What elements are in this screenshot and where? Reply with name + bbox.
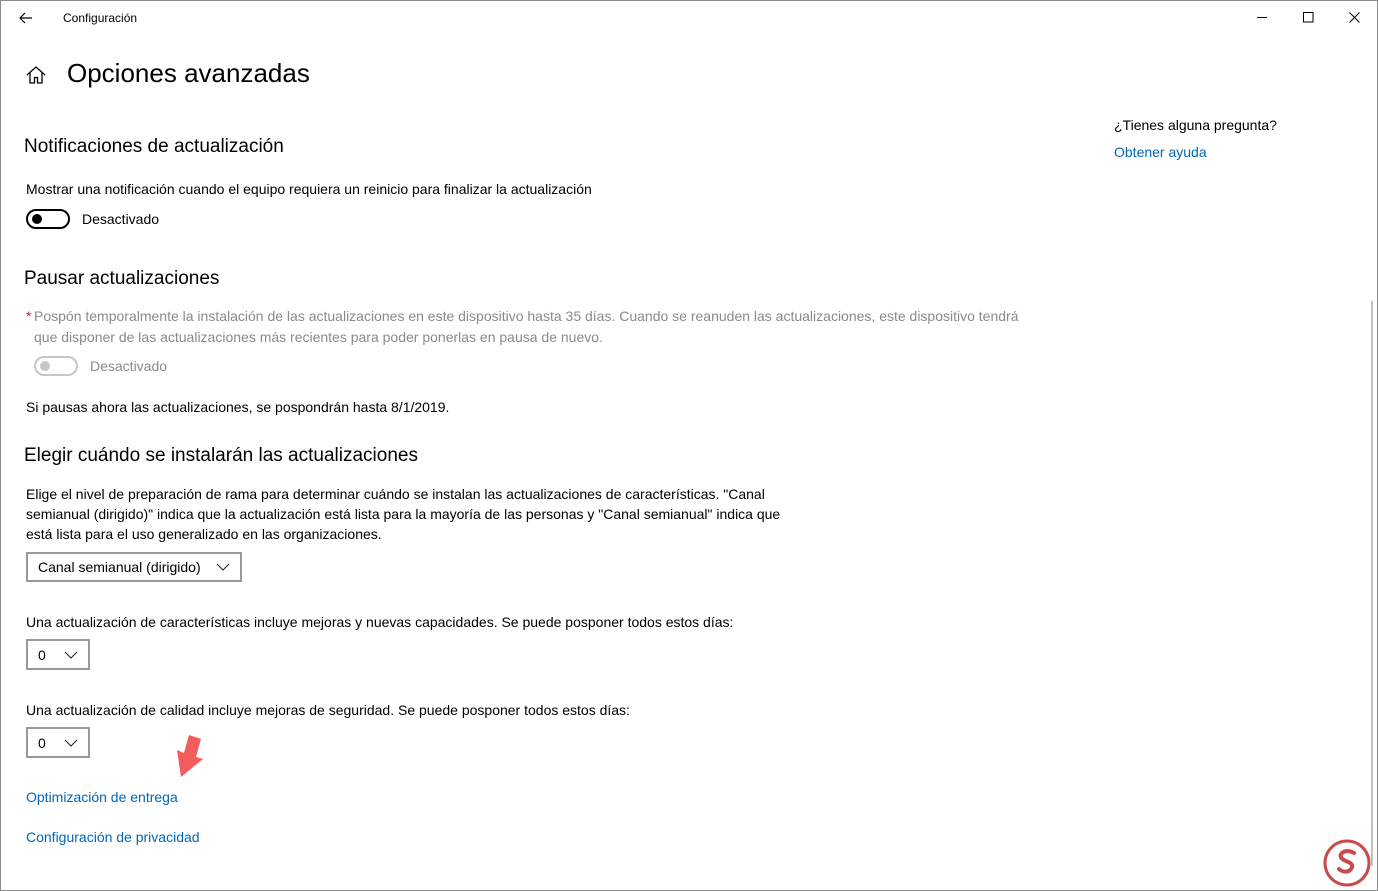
quality-days-value: 0	[38, 734, 46, 751]
toggle-knob	[40, 361, 50, 371]
pause-note: Si pausas ahora las actualizaciones, se pospondrán hasta 8/1/2019.	[26, 399, 450, 415]
notifications-description: Mostrar una notificación cuando el equipo requiera un reinicio para finalizar la actualización	[26, 181, 592, 197]
pointer-arrow-icon	[167, 733, 211, 781]
pause-toggle-state: Desactivado	[90, 358, 168, 374]
install-description-line1: Elige el nivel de preparación de rama para determinar cuándo se instalan las actualizaciones de características. "Canal	[26, 486, 765, 502]
privacy-settings-link[interactable]: Configuración de privacidad	[26, 829, 200, 845]
home-button[interactable]	[25, 64, 47, 86]
title-bar	[1, 1, 1377, 35]
quality-days-select[interactable]	[26, 727, 90, 758]
window-title: Configuración	[63, 11, 138, 25]
notifications-toggle-state: Desactivado	[82, 211, 160, 227]
pause-description-line1: Pospón temporalmente la instalación de las actualizaciones en este dispositivo hasta 35 días. Cuando se reanuden las actualizaciones, este dispositivo tendrá	[34, 308, 1019, 324]
install-description-line3: está lista para el uso generalizado en las organizaciones.	[26, 526, 382, 542]
watermark-logo-icon	[1323, 839, 1371, 887]
back-arrow-icon	[19, 12, 33, 24]
branch-readiness-select[interactable]	[26, 552, 242, 582]
close-icon	[1349, 12, 1360, 23]
home-icon	[25, 64, 47, 86]
notifications-heading: Notificaciones de actualización	[24, 136, 284, 157]
pause-toggle[interactable]	[34, 356, 78, 376]
branch-readiness-value: Canal semianual (dirigido)	[38, 559, 201, 575]
feature-days-select[interactable]	[26, 639, 90, 670]
delivery-optimization-link[interactable]: Optimización de entrega	[26, 789, 178, 805]
minimize-icon	[1257, 12, 1268, 23]
get-help-link[interactable]: Obtener ayuda	[1114, 144, 1207, 160]
chevron-down-icon	[212, 563, 240, 571]
toggle-knob	[32, 214, 42, 224]
close-button[interactable]	[1331, 1, 1377, 33]
maximize-icon	[1303, 12, 1314, 23]
feature-days-value: 0	[38, 646, 46, 663]
minimize-button[interactable]	[1239, 1, 1285, 33]
notifications-toggle[interactable]	[26, 209, 70, 229]
pause-heading: Pausar actualizaciones	[24, 268, 220, 289]
page-title: Opciones avanzadas	[67, 58, 310, 88]
install-heading: Elegir cuándo se instalarán las actualizaciones	[24, 445, 418, 466]
chevron-down-icon	[60, 651, 88, 659]
back-button[interactable]	[9, 5, 43, 31]
install-description-line2: semianual (dirigido)" indica que la actualización está lista para la mayoría de las personas y "Canal semianual" indica que	[26, 506, 781, 522]
scrollbar[interactable]	[1371, 301, 1373, 866]
chevron-down-icon	[60, 739, 88, 747]
feature-update-label: Una actualización de características incluye mejoras y nuevas capacidades. Se puede posponer todos estos días:	[26, 614, 734, 630]
pause-description-line2: que disponer de las actualizaciones más recientes para poder ponerlas en pausa de nuevo.	[34, 329, 603, 345]
required-asterisk: *	[26, 308, 32, 324]
maximize-button[interactable]	[1285, 1, 1331, 33]
help-question: ¿Tienes alguna pregunta?	[1114, 117, 1277, 133]
quality-update-label: Una actualización de calidad incluye mejoras de seguridad. Se puede posponer todos estos días:	[26, 702, 630, 718]
